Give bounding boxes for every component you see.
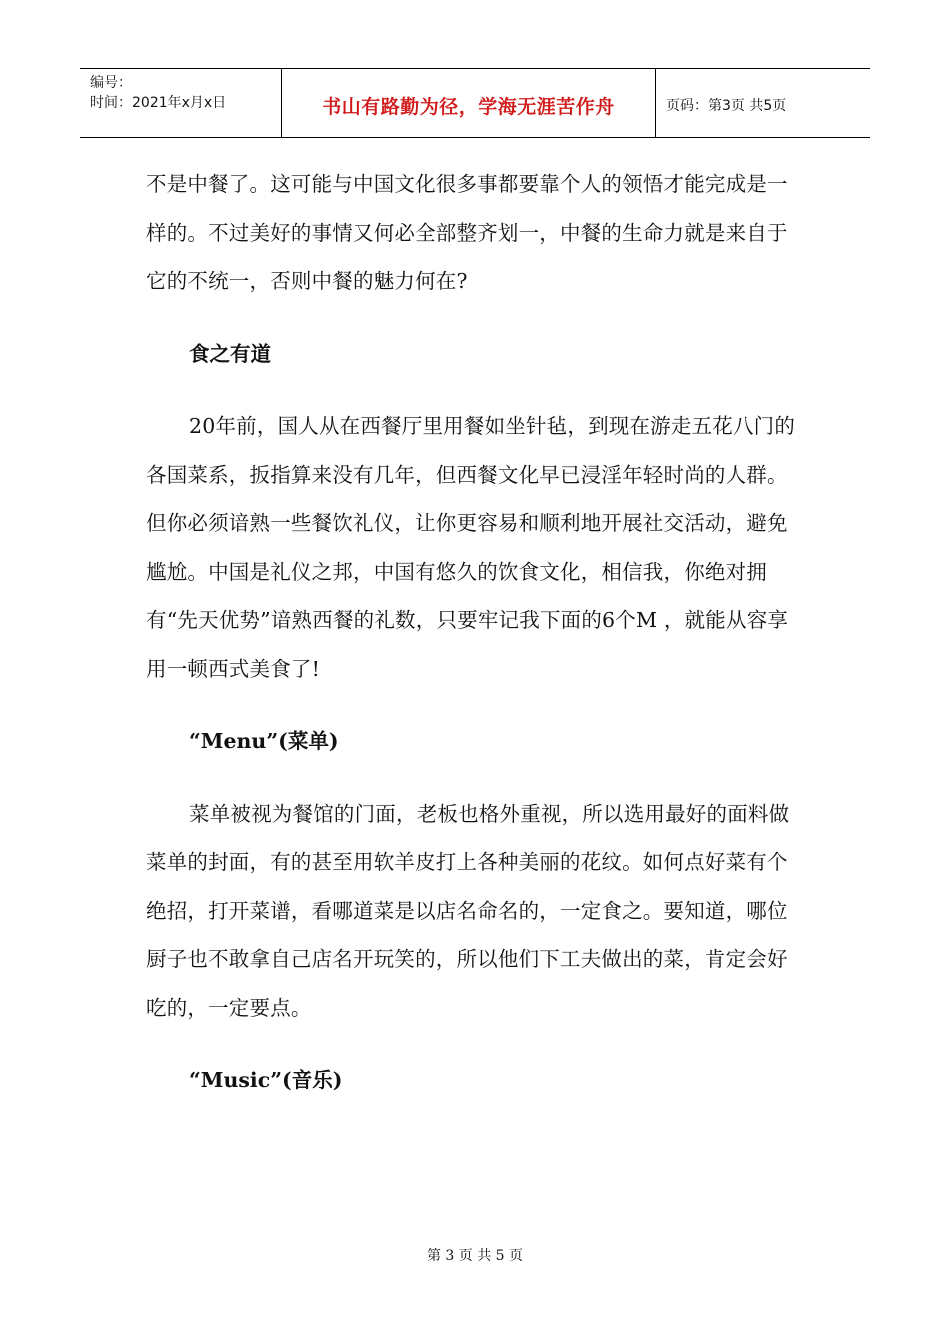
paragraph-western-dining: 20年前，国人从在西餐厅里用餐如坐针毡，到现在游走五花八门的各国菜系，扳指算来没有几年，但西餐文化早已浸淫年轻时尚的人群。但你必须谙熟一些餐饮礼仪，让你更容易和顺利地开展社交活动，避免尴尬。中国是礼仪之邦，中国有悠久的饮食文化，相信我，你绝对拥有“先天优势”谙熟西餐的礼数，只要牢记我下面的6个M ，就能从容享用一顿西式美食了! <box>146 414 796 681</box>
document-body <box>146 160 806 1105</box>
section-heading-menu: “Menu”(菜单) <box>189 729 339 753</box>
page-footer: 第 3 页 共 5 页 <box>426 1248 524 1264</box>
header-motto: 书山有路勤为径，学海无涯苦作舟 <box>322 95 615 118</box>
section-heading-dining-etiquette: 食之有道 <box>189 341 271 366</box>
document-header <box>80 68 870 138</box>
header-page-cell <box>656 69 870 137</box>
section-heading-music: “Music”(音乐) <box>189 1068 343 1092</box>
intro-paragraph: 不是中餐了。这可能与中国文化很多事都要靠个人的领悟才能完成是一样的。不过美好的事情又何必全部整齐划一，中餐的生命力就是来自于它的不统一，否则中餐的魅力何在? <box>146 172 788 293</box>
number-label: 编号： <box>90 75 132 91</box>
header-meta-cell <box>80 69 282 137</box>
time-label: 时间：2021年x月x日 <box>90 95 227 111</box>
paragraph-menu: 菜单被视为餐馆的门面，老板也格外重视，所以选用最好的面料做菜单的封面，有的甚至用软羊皮打上各种美丽的花纹。如何点好菜有个绝招，打开菜谱，看哪道菜是以店名命名的，一定食之。要知道，哪位厨子也不敢拿自己店名开玩笑的，所以他们下工夫做出的菜，肯定会好吃的，一定要点。 <box>146 801 790 1020</box>
header-motto-cell <box>282 69 656 137</box>
header-page-info: 页码：第3页 共5页 <box>666 98 787 114</box>
